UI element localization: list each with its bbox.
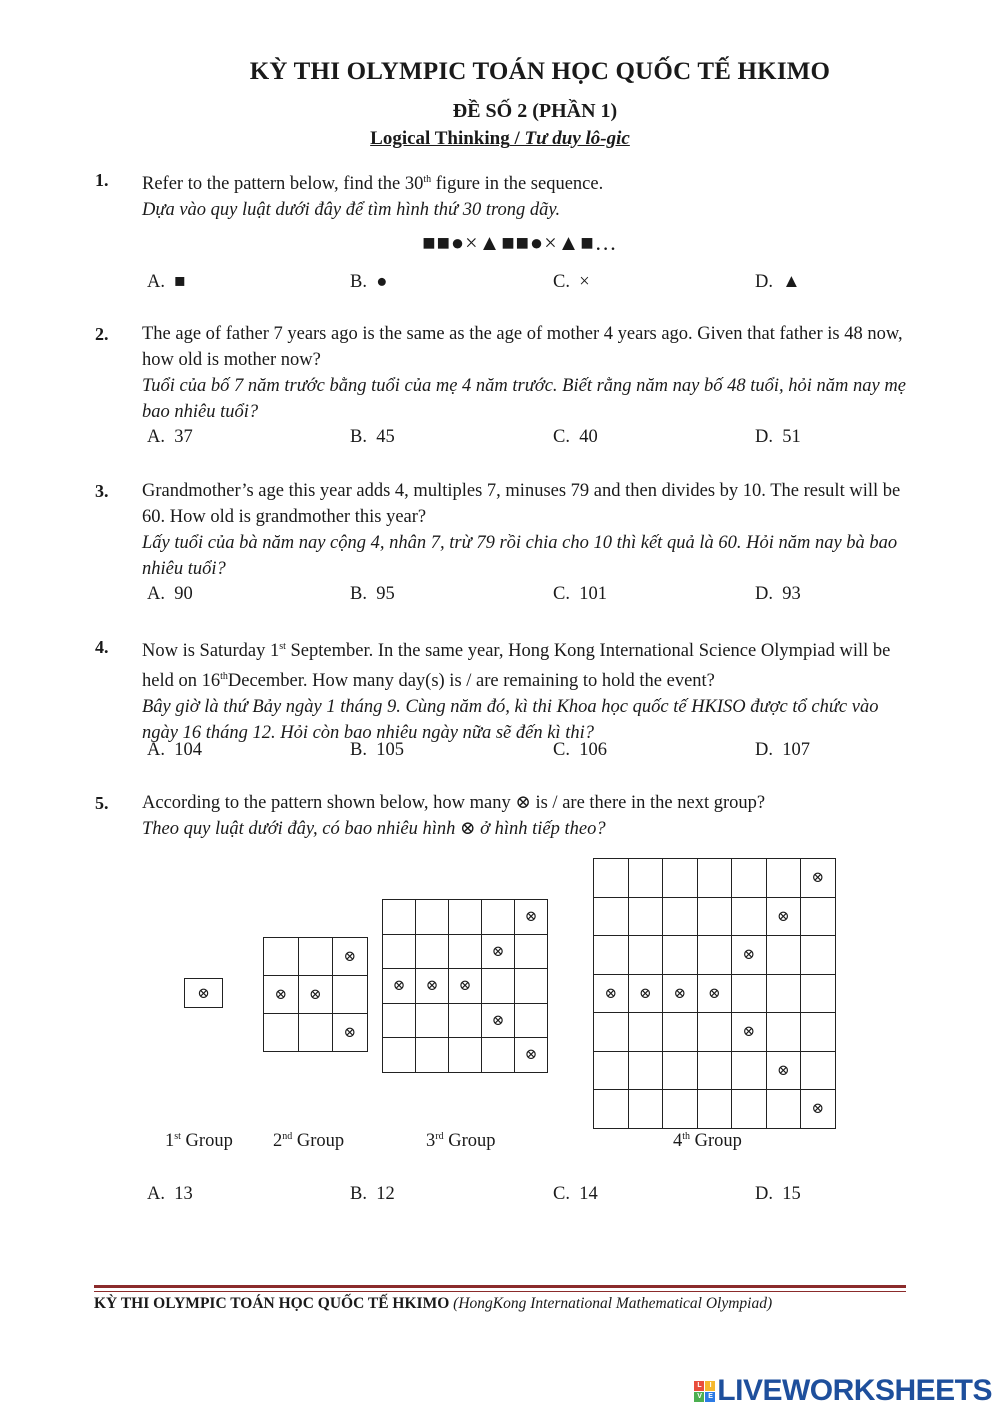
grid-cell — [801, 936, 836, 975]
grid-cell — [766, 974, 801, 1013]
question-2-text-en: The age of father 7 years ago is the same as the age of mother 4 years ago. Given that father is 48 now, how old is mother now? — [142, 324, 903, 370]
question-1-text-en-b: figure in the sequence. — [431, 174, 604, 194]
grid-cell — [766, 859, 801, 898]
logo-square: E — [705, 1392, 715, 1402]
liveworksheets-name: LIVEWORKSHEETS — [717, 1374, 992, 1407]
group-word: Group — [292, 1131, 345, 1151]
grid-cell — [482, 900, 515, 935]
grid-cell — [416, 900, 449, 935]
option-value: 104 — [174, 740, 202, 760]
grid-cell — [298, 1014, 333, 1052]
option-value: 15 — [782, 1184, 801, 1204]
question-4-option-a[interactable] — [147, 740, 202, 761]
grid-cell — [663, 1051, 698, 1090]
question-2-option-d[interactable] — [755, 427, 801, 448]
group-2-grid — [263, 937, 368, 1052]
footer-title: KỲ THI OLYMPIC TOÁN HỌC QUỐC TẾ HKIMO — [94, 1295, 450, 1312]
logo-square: I — [705, 1381, 715, 1391]
footer-subtitle: (HongKong International Mathematical Olympiad) — [453, 1295, 773, 1312]
grid-cell — [732, 859, 767, 898]
question-4-text — [142, 634, 907, 746]
option-value: 13 — [174, 1184, 193, 1204]
option-label: A. — [147, 272, 165, 292]
group-3-grid — [382, 899, 548, 1073]
option-value: 90 — [174, 584, 193, 604]
option-label: A. — [147, 584, 165, 604]
grid-cell — [333, 976, 368, 1014]
question-4-text-en-c: December. How many day(s) is / are remaining to hold the event? — [227, 671, 715, 691]
liveworksheets-logo[interactable] — [694, 1374, 992, 1408]
circled-times-icon: ⊗ — [811, 870, 825, 887]
question-5-text — [142, 790, 907, 842]
question-5-option-c[interactable] — [553, 1184, 598, 1205]
question-1-option-a[interactable] — [147, 272, 185, 293]
grid-cell — [515, 934, 548, 969]
grid-cell — [383, 900, 416, 935]
question-1-text — [142, 167, 907, 223]
grid-cell — [628, 936, 663, 975]
grid-cell — [628, 1051, 663, 1090]
circled-times-icon: ⊗ — [707, 985, 721, 1002]
grid-cell — [732, 974, 767, 1013]
grid-cell — [697, 974, 732, 1013]
option-value: 107 — [782, 740, 810, 760]
question-4-text-en-b: September. In the same year, Hong Kong International Science Olympiad will be held on 16 — [142, 641, 891, 691]
option-label: D. — [755, 272, 773, 292]
question-4-text-en — [142, 634, 907, 694]
group-ordinal: th — [682, 1131, 691, 1142]
group-word: Group — [180, 1131, 233, 1151]
grid-cell — [482, 969, 515, 1004]
circled-times-icon: ⊗ — [742, 1024, 756, 1041]
grid-cell — [482, 1003, 515, 1038]
question-1-sup: th — [423, 174, 432, 185]
grid-cell — [801, 859, 836, 898]
circled-times-icon: ⊗ — [343, 949, 357, 965]
footer-rule — [94, 1285, 906, 1288]
grid-cell — [515, 1003, 548, 1038]
group-number: 1 — [165, 1131, 175, 1151]
option-value: 95 — [376, 584, 395, 604]
grid-cell — [333, 938, 368, 976]
grid-cell — [801, 897, 836, 936]
question-4-text-vi: Bây giờ là thứ Bảy ngày 1 tháng 9. Cùng năm đó, kì thi Khoa học quốc tế HKISO được tổ chức vào ngày 16 tháng 12. Hỏi còn bao nhiêu ngày nữa sẽ đến kì thi? — [142, 697, 879, 743]
option-label: D. — [755, 427, 773, 447]
page-title: KỲ THI OLYMPIC TOÁN HỌC QUỐC TẾ HKIMO — [249, 58, 831, 85]
option-label: B. — [350, 272, 367, 292]
option-value: 14 — [579, 1184, 598, 1204]
grid-cell — [697, 936, 732, 975]
option-value: 105 — [376, 740, 404, 760]
question-2-text — [142, 321, 907, 425]
circled-times-icon: ⊗ — [776, 1062, 790, 1079]
group-1-grid — [184, 978, 223, 1008]
grid-cell — [333, 1014, 368, 1052]
option-value: ● — [376, 272, 388, 292]
grid-cell — [663, 1013, 698, 1052]
circled-times-icon: ⊗ — [811, 1101, 825, 1118]
section-heading-sep: / — [509, 128, 525, 149]
option-label: D. — [755, 584, 773, 604]
question-5-option-a[interactable] — [147, 1184, 193, 1205]
group-1-label — [165, 1131, 233, 1152]
question-1-option-c[interactable] — [553, 272, 590, 293]
grid-cell — [732, 897, 767, 936]
grid-cell — [732, 1090, 767, 1129]
grid-cell — [628, 897, 663, 936]
grid-cell — [628, 974, 663, 1013]
question-1-text-en — [142, 167, 907, 197]
grid-cell — [732, 1051, 767, 1090]
option-value: 101 — [579, 584, 607, 604]
grid-cell — [663, 859, 698, 898]
question-4-sup-b: th — [220, 671, 228, 682]
grid-cell — [594, 1013, 629, 1052]
question-4-number: 4. — [95, 637, 109, 657]
grid-cell — [766, 897, 801, 936]
option-value: 37 — [174, 427, 193, 447]
circled-times-icon: ⊗ — [274, 987, 288, 1003]
grid-cell — [663, 974, 698, 1013]
question-1-text-en-a: Refer to the pattern below, find the 30 — [142, 174, 424, 194]
grid-cell — [801, 1051, 836, 1090]
circled-times-icon: ⊗ — [197, 985, 210, 1002]
option-label: C. — [553, 740, 570, 760]
logo-square: V — [694, 1392, 704, 1402]
option-label: A. — [147, 740, 165, 760]
grid-cell — [766, 1013, 801, 1052]
grid-cell — [697, 1090, 732, 1129]
page-subtitle: ĐỀ SỐ 2 (PHẦN 1) — [452, 100, 618, 122]
group-number: 4 — [673, 1131, 683, 1151]
question-2-text-vi: Tuổi của bố 7 năm trước bằng tuổi của mẹ 4 năm trước. Biết rằng năm nay bố 48 tuổi, hỏi năm nay mẹ bao nhiêu tuổi? — [142, 376, 906, 422]
question-5-text-vi: Theo quy luật dưới đây, có bao nhiêu hình ⊗ ở hình tiếp theo? — [142, 819, 606, 839]
grid-cell — [383, 1003, 416, 1038]
grid-cell — [298, 938, 333, 976]
grid-cell — [628, 1090, 663, 1129]
question-2-number: 2. — [95, 324, 109, 344]
grid-cell — [264, 976, 299, 1014]
grid-cell — [663, 936, 698, 975]
question-3-text — [142, 478, 907, 582]
option-value: 93 — [782, 584, 801, 604]
question-5-option-b[interactable] — [350, 1184, 395, 1205]
grid-cell — [482, 1038, 515, 1073]
option-value: × — [579, 272, 590, 292]
grid-cell — [383, 969, 416, 1004]
grid-cell — [264, 1014, 299, 1052]
grid-cell — [732, 1013, 767, 1052]
option-label: C. — [553, 584, 570, 604]
group-word: Group — [443, 1131, 496, 1151]
grid-cell — [594, 1090, 629, 1129]
grid-cell — [594, 897, 629, 936]
logo-square: L — [694, 1381, 704, 1391]
option-value: 40 — [579, 427, 598, 447]
question-3-text-vi: Lấy tuổi của bà năm nay cộng 4, nhân 7, trừ 79 rồi chia cho 10 thì kết quả là 60. Hỏi năm nay bà bao nhiêu tuổi? — [142, 533, 898, 579]
section-heading-vi: Tư duy lô-gic — [524, 128, 630, 149]
grid-cell — [801, 1090, 836, 1129]
option-label: B. — [350, 1184, 367, 1204]
option-label: C. — [553, 272, 570, 292]
circled-times-icon: ⊗ — [742, 947, 756, 964]
grid-cell — [801, 1013, 836, 1052]
option-label: D. — [755, 740, 773, 760]
group-number: 3 — [426, 1131, 436, 1151]
circled-times-icon: ⊗ — [425, 978, 439, 995]
grid-cell — [663, 1090, 698, 1129]
option-label: D. — [755, 1184, 773, 1204]
circled-times-icon: ⊗ — [673, 985, 687, 1002]
grid-cell — [663, 897, 698, 936]
grid-cell — [383, 934, 416, 969]
question-3-option-b[interactable] — [350, 584, 395, 605]
grid-cell — [416, 934, 449, 969]
grid-cell — [449, 1038, 482, 1073]
grid-cell — [264, 938, 299, 976]
option-label: B. — [350, 740, 367, 760]
question-4-sup-a: st — [279, 641, 286, 652]
question-1-option-b[interactable] — [350, 272, 387, 293]
grid-cell — [697, 1013, 732, 1052]
section-heading — [0, 128, 1000, 150]
grid-cell — [801, 974, 836, 1013]
grid-cell — [594, 1051, 629, 1090]
grid-cell — [628, 859, 663, 898]
section-heading-en: Logical Thinking — [370, 128, 510, 149]
question-4-option-b[interactable] — [350, 740, 404, 761]
circled-times-icon: ⊗ — [308, 987, 322, 1003]
circled-times-icon: ⊗ — [491, 943, 505, 960]
group-ordinal: st — [174, 1131, 181, 1142]
question-5-option-d[interactable] — [755, 1184, 801, 1205]
group-number: 2 — [273, 1131, 283, 1151]
circled-times-icon: ⊗ — [604, 985, 618, 1002]
question-3-option-a[interactable] — [147, 584, 193, 605]
group-2-label — [273, 1131, 344, 1152]
grid-cell — [449, 1003, 482, 1038]
grid-cell — [449, 934, 482, 969]
question-2-option-b[interactable] — [350, 427, 395, 448]
circled-times-icon: ⊗ — [392, 978, 406, 995]
liveworksheets-logo-icon — [694, 1381, 715, 1402]
grid-cell — [449, 900, 482, 935]
grid-cell — [766, 1051, 801, 1090]
question-2-option-a[interactable] — [147, 427, 193, 448]
option-value: ▲ — [782, 272, 801, 292]
group-4-label — [673, 1131, 742, 1152]
question-1-number: 1. — [95, 170, 109, 190]
grid-cell — [628, 1013, 663, 1052]
group-4-grid — [593, 858, 836, 1129]
grid-cell — [697, 897, 732, 936]
option-value: 12 — [376, 1184, 395, 1204]
question-2-option-c[interactable] — [553, 427, 598, 448]
question-4-text-en-a: Now is Saturday 1 — [142, 641, 280, 661]
grid-cell — [594, 859, 629, 898]
grid-cell — [482, 934, 515, 969]
question-4-option-d[interactable] — [755, 740, 810, 761]
option-value: 106 — [579, 740, 607, 760]
grid-cell — [766, 936, 801, 975]
question-1-option-d[interactable] — [755, 272, 801, 293]
group-word: Group — [690, 1131, 742, 1151]
grid-cell — [732, 936, 767, 975]
option-value: 51 — [782, 427, 801, 447]
option-label: A. — [147, 1184, 165, 1204]
option-label: A. — [147, 427, 165, 447]
group-ordinal: nd — [282, 1131, 293, 1142]
grid-cell — [515, 1038, 548, 1073]
circled-times-icon: ⊗ — [776, 908, 790, 925]
question-1-text-vi: Dựa vào quy luật dưới đây để tìm hình thứ 30 trong dãy. — [142, 200, 561, 220]
footer-rule-thin — [94, 1291, 906, 1292]
grid-cell — [185, 979, 223, 1008]
grid-cell — [383, 1038, 416, 1073]
grid-cell — [766, 1090, 801, 1129]
grid-cell — [697, 859, 732, 898]
grid-cell — [515, 900, 548, 935]
grid-cell — [298, 976, 333, 1014]
circled-times-icon: ⊗ — [491, 1012, 505, 1029]
grid-cell — [416, 1003, 449, 1038]
question-5-text-en: According to the pattern shown below, how many ⊗ is / are there in the next group? — [142, 793, 766, 813]
question-4-option-c[interactable] — [553, 740, 607, 761]
question-5-number: 5. — [95, 793, 109, 813]
circled-times-icon: ⊗ — [524, 909, 538, 926]
grid-cell — [594, 974, 629, 1013]
grid-cell — [416, 1038, 449, 1073]
question-3-text-en: Grandmother’s age this year adds 4, multiples 7, minuses 79 and then divides by 10. The result will be 60. How old is grandmother this year? — [142, 481, 901, 527]
option-label: C. — [553, 427, 570, 447]
question-1-sequence: ■■●×▲■■●×▲■… — [422, 230, 618, 255]
option-label: B. — [350, 584, 367, 604]
circled-times-icon: ⊗ — [343, 1025, 357, 1041]
option-label: C. — [553, 1184, 570, 1204]
circled-times-icon: ⊗ — [458, 978, 472, 995]
question-3-option-d[interactable] — [755, 584, 801, 605]
circled-times-icon: ⊗ — [524, 1047, 538, 1064]
circled-times-icon: ⊗ — [638, 985, 652, 1002]
group-3-label — [426, 1131, 496, 1152]
grid-cell — [449, 969, 482, 1004]
question-3-number: 3. — [95, 481, 109, 501]
grid-cell — [697, 1051, 732, 1090]
option-value: ■ — [174, 272, 186, 292]
grid-cell — [416, 969, 449, 1004]
question-3-option-c[interactable] — [553, 584, 607, 605]
grid-cell — [515, 969, 548, 1004]
option-value: 45 — [376, 427, 395, 447]
group-ordinal: rd — [435, 1131, 444, 1142]
grid-cell — [594, 936, 629, 975]
footer-text — [94, 1295, 772, 1313]
option-label: B. — [350, 427, 367, 447]
